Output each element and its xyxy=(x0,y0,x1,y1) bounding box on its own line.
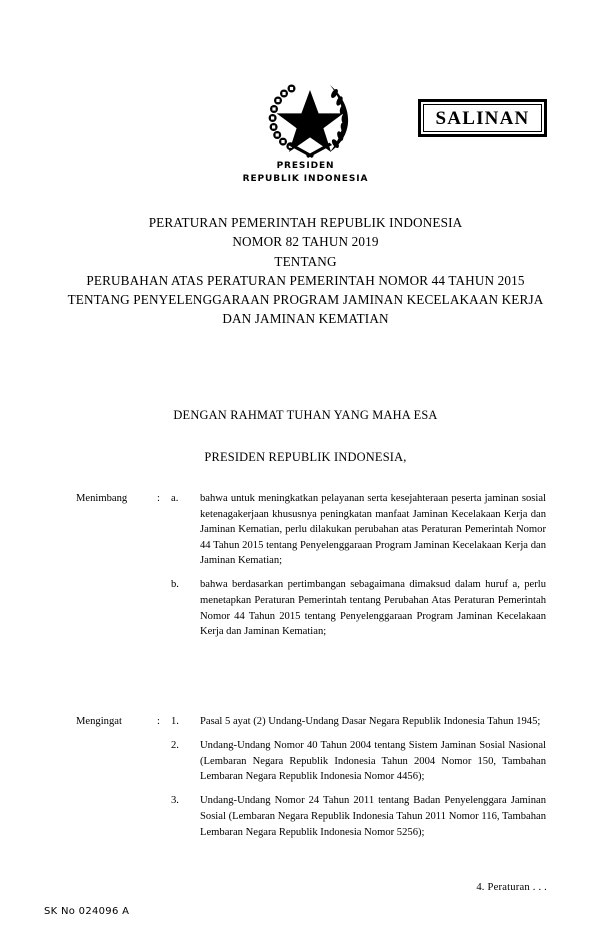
menimbang-marker-b: b. xyxy=(171,579,179,591)
title-line-subject-3: DAN JAMINAN KEMATIAN xyxy=(222,311,389,327)
salinan-stamp-inner-border xyxy=(423,104,542,132)
menimbang-label: Menimbang xyxy=(76,493,128,504)
title-line-subject-1: PERUBAHAN ATAS PERATURAN PEMERINTAH NOMOR 44 TAHUN 2015 xyxy=(86,272,525,288)
mengingat-label: Mengingat xyxy=(76,716,122,727)
menimbang-item-b xyxy=(76,577,546,639)
title-line-number-year: NOMOR 82 TAHUN 2019 xyxy=(232,234,379,250)
title-line-regulation-type: PERATURAN PEMERINTAH REPUBLIK INDONESIA xyxy=(148,215,463,230)
mengingat-text-3: Undang-Undang Nomor 24 Tahun 2011 tentang Badan Penyelenggara Jaminan Sosial (Lembaran Negara Republik Indonesia Tahun 2011 Nomor 116, Tambahan Lembaran Negara Republik Indonesia Nomor 5256); xyxy=(200,795,546,838)
title-line-subject-2: TENTANG PENYELENGGARAAN PROGRAM JAMINAN KECELAKAAN KERJA xyxy=(67,292,544,308)
title-line-tentang: TENTANG xyxy=(274,253,337,269)
mengingat-section xyxy=(76,714,546,840)
salinan-stamp xyxy=(418,99,547,137)
mengingat-marker-2: 2. xyxy=(171,740,179,752)
mengingat-marker-3: 3. xyxy=(171,795,179,807)
mengingat-item-1 xyxy=(76,714,546,730)
menimbang-marker-a: a. xyxy=(171,493,179,504)
menimbang-item-a xyxy=(76,491,546,569)
caption-line-republik-indonesia: REPUBLIK INDONESIA xyxy=(242,173,369,184)
menimbang-text-a: bahwa untuk meningkatkan pelayanan serta kesejahteraan peserta jaminan sosial ketenagakerjaan khususnya peningkatan manfaat Jaminan Kecelakaan Kerja dan Jaminan Kematian, perlu dilakukan perubahan atas Peraturan Pemerintah Nomor 44 Tahun 2015 tentang Penyelenggaraan Program Jaminan Kecelakaan Kerja dan Jaminan Kematian; xyxy=(200,493,546,567)
presiden-republik-indonesia-line: PRESIDEN REPUBLIK INDONESIA, xyxy=(204,450,407,464)
presiden-republik-indonesia-caption xyxy=(0,160,611,185)
mengingat-marker-1: 1. xyxy=(171,716,179,727)
mengingat-item-2 xyxy=(76,738,546,785)
mengingat-item-3 xyxy=(76,793,546,840)
mengingat-text-2: Undang-Undang Nomor 40 Tahun 2004 tentang Sistem Jaminan Sosial Nasional (Lembaran Negara Republik Indonesia Tahun 2004 Nomor 150, Tambahan Lembaran Negara Republik Indonesia Nomor 4456); xyxy=(200,740,546,783)
menimbang-section xyxy=(76,491,546,640)
document-header xyxy=(0,0,611,200)
document-title-block xyxy=(0,213,611,329)
dengan-rahmat-line: DENGAN RAHMAT TUHAN YANG MAHA ESA xyxy=(173,408,438,422)
garuda-star-wreath-emblem xyxy=(264,76,356,164)
page-catchword: 4. Peraturan . . . xyxy=(476,882,547,893)
salinan-stamp-label: SALINAN xyxy=(435,107,530,129)
mengingat-colon: : xyxy=(157,716,160,727)
mengingat-text-1: Pasal 5 ayat (2) Undang-Undang Dasar Negara Republik Indonesia Tahun 1945; xyxy=(200,716,541,727)
menimbang-colon: : xyxy=(157,493,160,504)
sk-document-number: SK No 024096 A xyxy=(44,906,130,917)
caption-line-presiden: PRESIDEN xyxy=(276,161,335,171)
menimbang-text-b: bahwa berdasarkan pertimbangan sebagaimana dimaksud dalam huruf a, perlu menetapkan Peraturan Pemerintah tentang Perubahan Atas Peraturan Pemerintah Nomor 44 Tahun 2015 tentang Penyelenggaraan Program Jaminan Kecelakaan Kerja dan Jaminan Kematian; xyxy=(200,579,546,638)
